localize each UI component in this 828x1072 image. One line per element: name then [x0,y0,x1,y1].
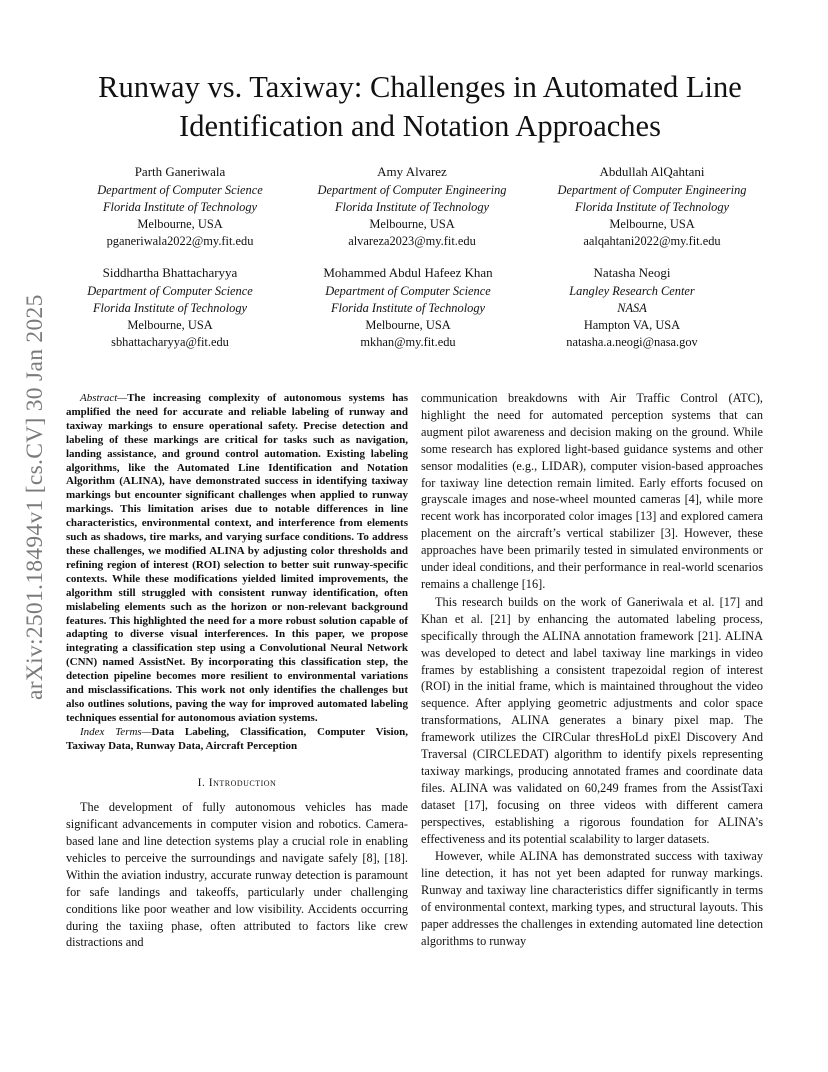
author-department: Department of Computer Engineering [557,183,747,197]
author-location: Hampton VA, USA [583,318,681,332]
author-department: Langley Research Center [569,284,695,298]
author-institution: Florida Institute of Technology [92,301,248,315]
author-location: Melbourne, USA [365,318,451,332]
author-email: mkhan@my.fit.edu [360,335,456,349]
author-email: sbhattacharyya@fit.edu [111,335,229,349]
author-department: Department of Computer Science [325,284,491,298]
arxiv-identifier: arXiv:2501.18494v1 [cs.CV] 30 Jan 2025 [22,294,48,700]
author-email: natasha.a.neogi@nasa.gov [566,335,698,349]
author-name: Amy Alvarez [377,164,447,179]
author-email: aalqahtani2022@my.fit.edu [583,234,721,248]
author-location: Melbourne, USA [609,217,695,231]
author-3 [527,163,777,250]
abstract-text: The increasing complexity of autonomous systems has amplified the need for accurate and reliable labeling of runway and taxiway markings to ensure operational safety. Precise detection and labeling of these markings are critical for tasks such as navigation, landing assistance, and ground control automation. Existing labeling algorithms, like the Automated Line Identification and Notation Algorithm (ALINA), have demonstrated success in identifying taxiway markings but encounter significant challenges when applied to runway markings. This limitation arises due to notable differences in line characteristics, environmental context, and interference from elements such as shadows, tire marks, and varying surface conditions. To address these challenges, we modified ALINA by adjusting color thresholds and refining region of interest (ROI) selection to better suit runway-specific contexts. While these modifications yielded limited improvements, the algorithm still struggled with consistent runway identification, often mislabeling elements such as the horizon or non-relevant background features. This highlighted the need for a more robust solution capable of adapting to diverse visual interferences. In this paper, we propose integrating a classification step using a Convolutional Neural Network (CNN) named AssistNet. By incorporating this classification step, the detection pipeline becomes more resilient to environmental variations and misclassifications. This work not only identifies the challenges but also outlines solutions, paving the way for improved automated labeling techniques essential for autonomous aviation systems. [66,392,408,724]
author-4 [45,264,295,351]
abstract-lead: Abstract— [80,392,128,404]
index-terms-text: Data Labeling, Classification, Computer Vision, Taxiway Data, Runway Data, Aircraft Perception [66,725,408,752]
author-institution: Florida Institute of Technology [330,301,486,315]
paper-title: Runway vs. Taxiway: Challenges in Automated Line Identification and Notation Approaches [98,70,742,143]
author-department: Department of Computer Engineering [317,183,507,197]
right-column [421,390,763,950]
author-institution: Florida Institute of Technology [334,200,490,214]
intro-paragraph: The development of fully autonomous vehicles has made significant advancements in computer vision and robotics. Camera-based lane and line detection systems play a crucial role in enabling vehicles to perceive the surroundings and navigate safely [8], [18]. Within the aviation industry, accurate runway detection is paramount for safe landings and takeoffs, particularly under challenging conditions like poor weather and low visibility. Accidents occurring during the taxiing phase, often attributed to factors like crew distractions and [66,800,408,950]
author-department: Department of Computer Science [97,183,263,197]
author-location: Melbourne, USA [137,217,223,231]
left-column [66,392,408,951]
body-paragraph: This research builds on the work of Ganeriwala et al. [17] and Khan et al. [21] by enhancing the automated labeling process, specifically through the ALINA annotation framework [21]. ALINA was developed to detect and label taxiway line markings in video frames by establishing a consistent trapezoidal region of interest (ROI) in the initial frame, which is maintained throughout the video sequence. After applying geometric adjustments and color space transformations, ALINA generates a binary pixel map. The framework utilizes the CIRCular thresHoLd pixEl Discovery And Traversal (CIRCLEDAT) algorithm to identify pixels representing taxiway markings, producing annotated frames and coordinate data files. ALINA was validated on 60,249 frames from the AssistTaxi dataset [17], focusing on three videos with different camera perspectives, establishing a rigorous foundation for ALINA’s effectiveness and its potential scalability to larger datasets. [421,594,763,846]
index-terms-lead: Index Terms— [80,725,152,738]
author-location: Melbourne, USA [369,217,455,231]
abstract [66,392,408,726]
author-2 [287,163,537,250]
section-number: I. [197,776,206,789]
author-name: Mohammed Abdul Hafeez Khan [323,265,493,280]
index-terms [66,726,408,754]
author-email: alvareza2023@my.fit.edu [348,234,476,248]
author-name: Natasha Neogi [593,265,671,280]
author-department: Department of Computer Science [87,284,253,298]
author-location: Melbourne, USA [127,318,213,332]
section-heading [66,776,408,792]
author-name: Parth Ganeriwala [134,164,226,179]
author-name: Siddhartha Bhattacharyya [102,265,238,280]
body-paragraph: However, while ALINA has demonstrated success with taxiway line detection, it has not yet been adapted for runway markings. Runway and taxiway line characteristics differ significantly in terms of environmental context, marking types, and structural layouts. This paper addresses the challenges in extending automated line detection algorithms to runway [421,849,763,948]
author-6 [507,264,757,351]
author-institution: Florida Institute of Technology [102,200,258,214]
author-institution: NASA [617,301,647,315]
author-5 [283,264,533,351]
author-email: pganeriwala2022@my.fit.edu [106,234,254,248]
author-name: Abdullah AlQahtani [599,164,705,179]
author-institution: Florida Institute of Technology [574,200,730,214]
author-1 [55,163,305,250]
section-title: Introduction [208,776,277,789]
body-paragraph-continued: communication breakdowns with Air Traffic Control (ATC), highlight the need for automated perception systems that can augment pilot awareness and decision making on the ground. While some research has explored light-based guidance systems and other sensor modalities (e.g., LIDAR), computer vision-based approaches for taxiway line detection remain limited. Early efforts focused on grayscale images and nose-wheel mounted cameras [4], while more recent work has incorporated color images [13] and explored camera placement on the aircraft’s vertical stabilizer [3]. However, these approaches have been primarily tested in simulated environments or under ideal conditions, and their performance in real-world scenarios remains a challenge [16]. [421,391,763,591]
